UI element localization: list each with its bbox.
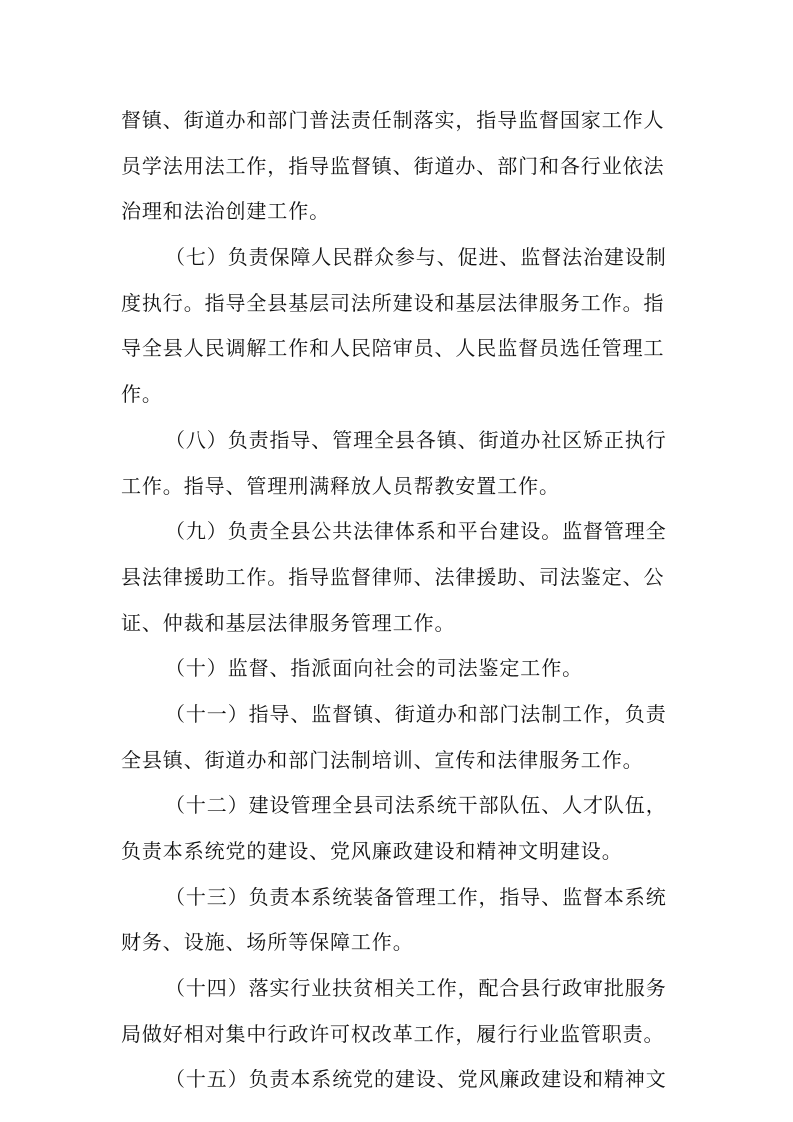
text-line: 导全县人民调解工作和人民陪审员、人民监督员选任管理工	[121, 336, 665, 361]
text-line: 治理和法治创建工作。	[121, 199, 330, 224]
paragraph-first-line: （十）监督、指派面向社会的司法鉴定工作。	[165, 656, 583, 681]
text-line: 财务、设施、场所等保障工作。	[121, 930, 414, 955]
text-line: 负责本系统党的建设、党风廉政建设和精神文明建设。	[121, 839, 623, 863]
text-line: 作。	[121, 382, 163, 407]
text-line: 员学法用法工作，指导监督镇、街道办、部门和各行业依法	[121, 153, 665, 178]
text-line: 全县镇、街道办和部门法制培训、宣传和法律服务工作。	[121, 747, 644, 772]
paragraph-first-line: （十五）负责本系统党的建设、党风廉政建设和精神文	[165, 1067, 667, 1092]
paragraph-first-line: （十三）负责本系统装备管理工作，指导、监督本系统	[165, 884, 667, 909]
paragraph-first-line: （九）负责全县公共法律体系和平台建设。监督管理全	[165, 519, 667, 544]
text-line: 工作。指导、管理刑满释放人员帮教安置工作。	[121, 473, 560, 498]
text-line: 度执行。指导全县基层司法所建设和基层法律服务工作。指	[121, 290, 665, 315]
text-line: 督镇、街道办和部门普法责任制落实，指导监督国家工作人	[121, 108, 665, 132]
paragraph-first-line: （八）负责指导、管理全县各镇、街道办社区矫正执行	[165, 427, 667, 452]
paragraph-first-line: （十二）建设管理全县司法系统干部队伍、人才队伍，	[165, 793, 667, 818]
document-body	[121, 98, 681, 1103]
text-line: 证、仲裁和基层法律服务管理工作。	[121, 610, 456, 635]
paragraph-first-line: （七）负责保障人民群众参与、促进、监督法治建设制	[165, 245, 667, 270]
paragraph-first-line: （十四）落实行业扶贫相关工作，配合县行政审批服务	[165, 976, 667, 1001]
paragraph-first-line: （十一）指导、监督镇、街道办和部门法制工作，负责	[165, 701, 667, 726]
text-line: 县法律援助工作。指导监督律师、法律援助、司法鉴定、公	[121, 564, 665, 589]
text-line: 局做好相对集中行政许可权改革工作，履行行业监管职责。	[121, 1021, 665, 1046]
